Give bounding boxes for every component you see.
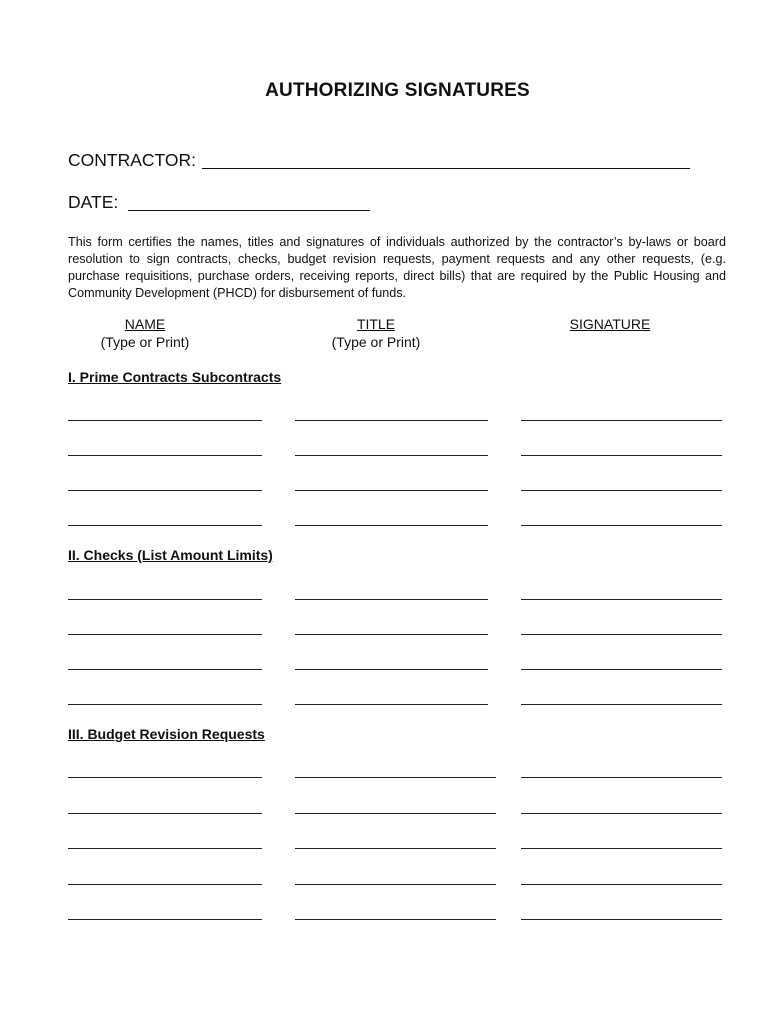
section-title-checks: II. Checks (List Amount Limits)	[68, 547, 273, 563]
signature-line-name[interactable]	[68, 634, 262, 635]
signature-line-title[interactable]	[295, 884, 496, 885]
signature-line-signature[interactable]	[521, 884, 722, 885]
signature-line-name[interactable]	[68, 490, 262, 491]
column-subheading: (Type or Print)	[331, 334, 421, 350]
signature-line-title[interactable]	[295, 669, 488, 670]
contractor-field	[68, 150, 690, 171]
signature-line-title[interactable]	[295, 919, 496, 920]
column-heading: NAME	[124, 316, 166, 332]
date-label: DATE:	[68, 192, 119, 212]
column-header-title	[301, 315, 451, 351]
signature-line-name[interactable]	[68, 455, 262, 456]
signature-line-name[interactable]	[68, 813, 262, 814]
signature-line-title[interactable]	[295, 634, 488, 635]
signature-line-title[interactable]	[295, 490, 488, 491]
signature-line-title[interactable]	[295, 848, 496, 849]
signature-line-name[interactable]	[68, 420, 262, 421]
signature-line-signature[interactable]	[521, 813, 722, 814]
signature-line-signature[interactable]	[521, 455, 722, 456]
signature-line-title[interactable]	[295, 813, 496, 814]
column-heading: SIGNATURE	[569, 316, 651, 332]
contractor-input-line[interactable]	[202, 152, 690, 169]
column-header-name	[70, 315, 220, 351]
page-title: AUTHORIZING SIGNATURES	[265, 80, 530, 101]
signature-line-title[interactable]	[295, 704, 488, 705]
signature-line-signature[interactable]	[521, 420, 722, 421]
signature-line-signature[interactable]	[521, 704, 722, 705]
date-field	[68, 192, 370, 213]
signature-line-signature[interactable]	[521, 848, 722, 849]
date-input-line[interactable]	[128, 194, 370, 211]
column-heading: TITLE	[356, 316, 396, 332]
intro-paragraph: This form certifies the names, titles and signatures of individuals authorized by the contractor’s by-laws or board resolution to sign contracts, checks, budget revision requests, payment requests and any other requests, (e.g. purchase requisitions, purchase orders, receiving reports, direct bills) that are required by the Public Housing and Community Development (PHCD) for disbursement of funds.	[68, 235, 726, 300]
signature-line-name[interactable]	[68, 704, 262, 705]
signature-line-title[interactable]	[295, 599, 488, 600]
signature-line-name[interactable]	[68, 884, 262, 885]
signature-line-title[interactable]	[295, 525, 488, 526]
contractor-label: CONTRACTOR:	[68, 150, 197, 170]
signature-line-signature[interactable]	[521, 777, 722, 778]
signature-line-name[interactable]	[68, 848, 262, 849]
signature-line-name[interactable]	[68, 599, 262, 600]
signature-line-signature[interactable]	[521, 919, 722, 920]
signature-line-signature[interactable]	[521, 669, 722, 670]
signature-line-signature[interactable]	[521, 525, 722, 526]
signature-line-signature[interactable]	[521, 490, 722, 491]
signature-line-name[interactable]	[68, 777, 262, 778]
signature-line-signature[interactable]	[521, 634, 722, 635]
signature-line-name[interactable]	[68, 669, 262, 670]
signature-line-signature[interactable]	[521, 599, 722, 600]
column-subheading: (Type or Print)	[100, 334, 190, 350]
section-title-budget-revisions: III. Budget Revision Requests	[68, 726, 265, 742]
signature-line-title[interactable]	[295, 420, 488, 421]
signature-line-title[interactable]	[295, 455, 488, 456]
section-title-prime-contracts: I. Prime Contracts Subcontracts	[68, 369, 282, 385]
signature-line-name[interactable]	[68, 919, 262, 920]
signature-line-title[interactable]	[295, 777, 496, 778]
column-header-signature	[535, 315, 685, 333]
signature-line-name[interactable]	[68, 525, 262, 526]
